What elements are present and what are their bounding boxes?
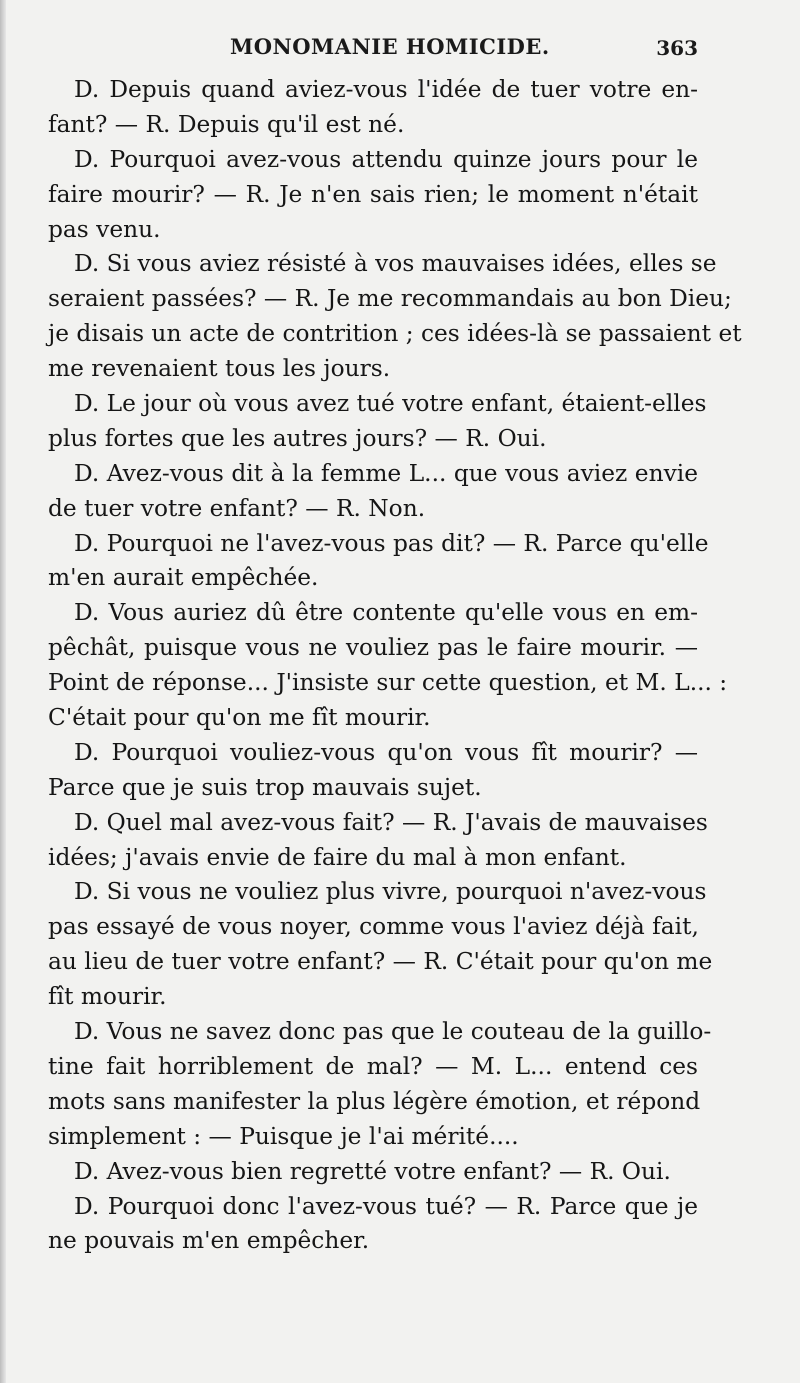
text-line: simplement : — Puisque je l'ai mérité....: [48, 1122, 519, 1150]
text-line: idées; j'avais envie de faire du mal à mon enfant.: [48, 843, 627, 871]
text-line: D. Si vous aviez résisté à vos mauvaises idées, elles se: [74, 250, 717, 278]
text-line: pas essayé de vous noyer, comme vous l'aviez déjà fait,: [48, 913, 699, 941]
text-line: fît mourir.: [48, 983, 167, 1011]
page-header: [48, 30, 698, 64]
text-line: D. Vous ne savez donc pas que le couteau de la guillo-: [74, 1018, 712, 1046]
page-number: 363: [656, 36, 698, 60]
text-line: D. Pourquoi avez-vous attendu quinze jours pour le: [74, 145, 698, 173]
text-line: pas venu.: [48, 215, 161, 243]
text-line: Parce que je suis trop mauvais sujet.: [48, 773, 482, 801]
text-line: D. Vous auriez dû être contente qu'elle vous en em-: [74, 599, 698, 627]
text-line: au lieu de tuer votre enfant? — R. C'était pour qu'on me: [48, 948, 713, 976]
text-line: D. Avez-vous bien regretté votre enfant? — R. Oui.: [74, 1157, 671, 1185]
text-line: D. Pourquoi donc l'avez-vous tué? — R. Parce que je: [74, 1192, 698, 1220]
running-title: MONOMANIE HOMICIDE.: [230, 34, 550, 59]
text-line: D. Depuis quand aviez-vous l'idée de tuer votre en-: [74, 76, 698, 103]
text-line: faire mourir? — R. Je n'en sais rien; le moment n'était: [48, 180, 698, 208]
text-line: mots sans manifester la plus légère émotion, et répond: [48, 1087, 701, 1115]
text-line: je disais un acte de contrition ; ces idées-là se passaient et: [48, 320, 742, 348]
text-line: D. Avez-vous dit à la femme L... que vous aviez envie: [74, 459, 698, 487]
text-line: D. Pourquoi ne l'avez-vous pas dit? — R. Parce qu'elle: [74, 529, 709, 557]
text-line: tine fait horriblement de mal? — M. L... entend ces: [48, 1052, 698, 1080]
text-line: me revenaient tous les jours.: [48, 355, 391, 383]
text-line: m'en aurait empêchée.: [48, 564, 319, 592]
text-line: D. Si vous ne vouliez plus vivre, pourquoi n'avez-vous: [74, 878, 707, 906]
text-line: de tuer votre enfant? — R. Non.: [48, 494, 426, 522]
text-line: Point de réponse... J'insiste sur cette question, et M. L... :: [48, 669, 728, 697]
text-line: pêchât, puisque vous ne vouliez pas le faire mourir. —: [48, 634, 698, 662]
text-line: D. Le jour où vous avez tué votre enfant, étaient-elles: [74, 390, 707, 418]
text-line: plus fortes que les autres jours? — R. Oui.: [48, 424, 547, 452]
text-line: C'était pour qu'on me fît mourir.: [48, 704, 431, 732]
text-line: seraient passées? — R. Je me recommandais au bon Dieu;: [48, 285, 732, 313]
text-line: D. Pourquoi vouliez-vous qu'on vous fît mourir? —: [74, 738, 698, 766]
body-text: [48, 73, 742, 1259]
text-line: ne pouvais m'en empêcher.: [48, 1227, 370, 1255]
page-binding-edge: [0, 0, 6, 1383]
text-line: D. Quel mal avez-vous fait? — R. J'avais de mauvaises: [74, 808, 708, 836]
text-line: fant? — R. Depuis qu'il est né.: [48, 110, 405, 138]
